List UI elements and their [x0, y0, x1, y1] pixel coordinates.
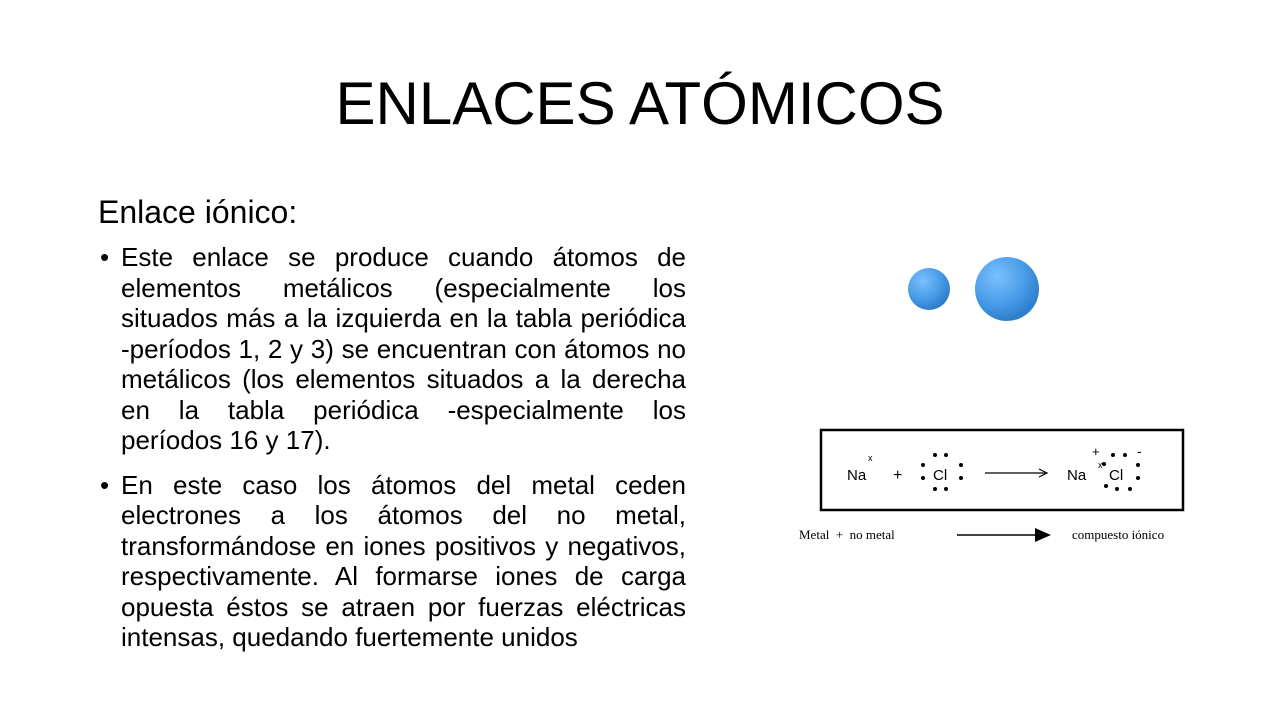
cl-right-label: Cl	[1109, 467, 1124, 484]
reaction-box	[821, 430, 1183, 510]
bullet-dot: •	[100, 469, 110, 500]
cl-negative-charge: -	[1137, 443, 1142, 459]
na-left-label: Na	[847, 467, 867, 484]
bullet-text: Este enlace se produce cuando átomos de elementos metálicos (especialmente los situados más a la izquierda en la tabla periódica -períodos 1, 2 y 3) se encuentran con átomos no metálicos (los elementos situados a la derecha en la tabla periódica -especialmente los períodos 16 y 17).	[121, 242, 686, 455]
slide-subtitle: Enlace iónico:	[98, 194, 298, 230]
bullet-text: En este caso los átomos del metal ceden electrones a los átomos del no metal, transformándose en iones positivos y negativos, respectivamente. Al formarse iones de carga opuesta éstos se atraen por fuerzas eléctricas intensas, quedando fuertemente unidos	[121, 469, 686, 652]
slide-title: ENLACES ATÓMICOS	[335, 70, 945, 137]
plus-sign: +	[893, 467, 903, 484]
na-right-label: Na	[1067, 467, 1087, 484]
atom-spheres-illustration	[900, 250, 1050, 330]
bullet-list	[100, 242, 686, 667]
sodium-sphere	[908, 268, 950, 310]
bullet-item	[100, 242, 686, 456]
bullet-item	[100, 470, 686, 653]
transferred-electron: x	[1098, 460, 1103, 470]
ionic-bond-diagram	[795, 420, 1205, 560]
na-positive-charge: +	[1092, 444, 1100, 459]
caption-ionic-compound: compuesto iónico	[1072, 527, 1165, 542]
na-left-electron: x	[868, 453, 873, 463]
caption-arrow	[957, 528, 1051, 542]
bullet-dot: •	[100, 242, 110, 272]
caption-metal-nonmetal: Metal + no metal	[799, 527, 895, 542]
chlorine-sphere	[975, 257, 1039, 321]
cl-left-label: Cl	[933, 467, 948, 484]
